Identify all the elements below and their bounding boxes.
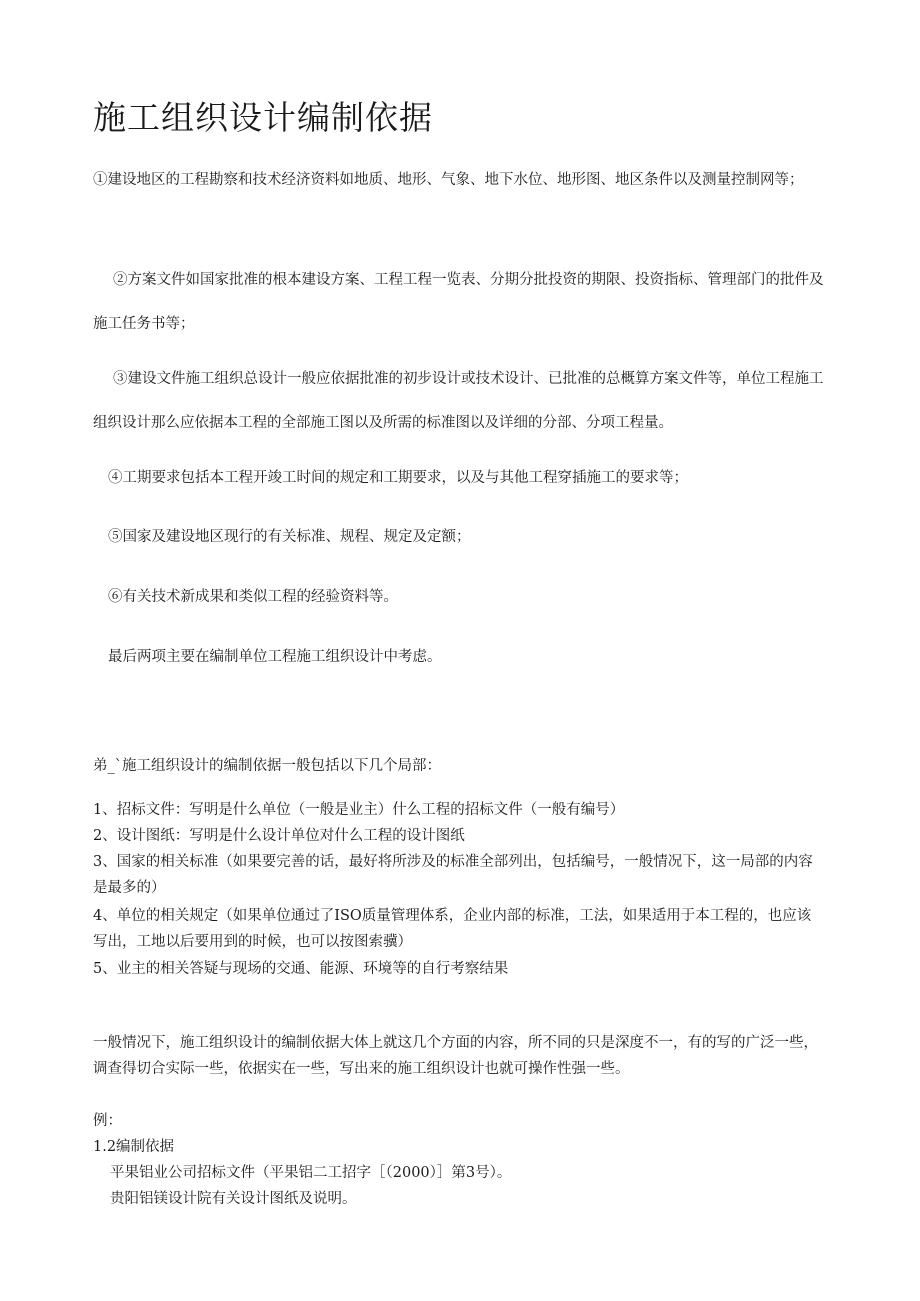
page-title: 施工组织设计编制依据 <box>93 98 433 137</box>
example-line-2: 贵阳铝镁设计院有关设计图纸及说明。 <box>110 1191 357 1207</box>
section2-item-5: 5、业主的相关答疑与现场的交通、能源、环境等的自行考察结果 <box>93 961 509 977</box>
example-heading: 1.2编制依据 <box>93 1139 175 1155</box>
example-label: 例： <box>93 1113 122 1129</box>
basis-item-6: ⑥有关技术新成果和类似工程的经验资料等。 <box>108 589 398 605</box>
section2-intro: 弟_`施工组织设计的编制依据一般包括以下几个局部： <box>93 758 441 774</box>
section2-item-2: 2、设计图纸：写明是什么设计单位对什么工程的设计图纸 <box>93 828 465 844</box>
section2-item-3: 3、国家的相关标准（如果要完善的话，最好将所涉及的标准全部列出，包括编号，一般情况下，这一局部的内容是最多的） <box>93 854 813 896</box>
basis-item-3: ③建设文件施工组织总设计一般应依据批准的初步设计或技术设计、已批准的总概算方案文件等，单位工程施工组织设计那么应依据本工程的全部施工图以及所需的标准图以及详细的分部、分项工程量。 <box>93 371 824 431</box>
example-line-1: 平果铝业公司招标文件（平果铝二工招字［（2000）］第3号）。 <box>110 1165 512 1181</box>
summary-paragraph: 一般情况下，施工组织设计的编制依据大体上就这几个方面的内容，所不同的只是深度不一，有的写的广泛一些，调查得切合实际一些，依据实在一些，写出来的施工组织设计也就可操作性强一些。 <box>93 1035 818 1077</box>
closing-note: 最后两项主要在编制单位工程施工组织设计中考虑。 <box>108 649 442 665</box>
section2-item-4: 4、单位的相关规定（如果单位通过了ISO质量管理体系，企业内部的标准，工法，如果适用于本工程的，也应该写出，工地以后要用到的时候，也可以按图索骥） <box>93 908 812 950</box>
basis-item-1: ①建设地区的工程勘察和技术经济资料如地质、地形、气象、地下水位、地形图、地区条件以及测量控制网等； <box>93 172 804 188</box>
basis-item-2: ②方案文件如国家批准的根本建设方案、工程工程一览表、分期分批投资的期限、投资指标、管理部门的批件及施工任务书等； <box>93 272 824 332</box>
basis-item-5: ⑤国家及建设地区现行的有关标准、规程、规定及定额； <box>108 529 471 545</box>
section2-item-1: 1、招标文件：写明是什么单位（一般是业主）什么工程的招标文件（一般有编号） <box>93 802 625 818</box>
basis-item-4: ④工期要求包括本工程开竣工时间的规定和工期要求，以及与其他工程穿插施工的要求等； <box>108 470 688 486</box>
